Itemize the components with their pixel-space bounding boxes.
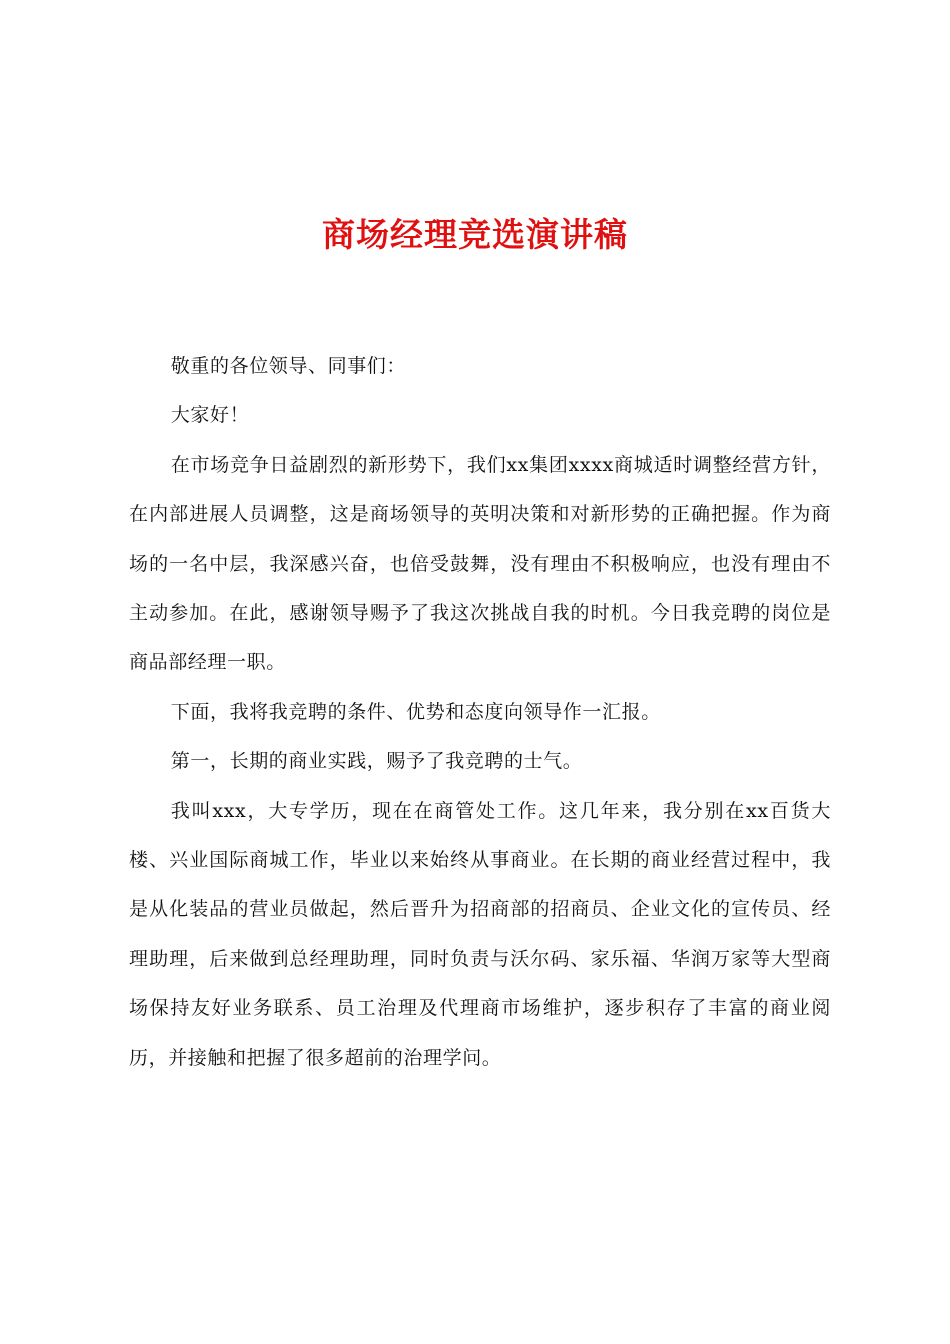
greeting-paragraph: 大家好！ <box>170 404 250 427</box>
document-body <box>129 342 831 1083</box>
background-paragraph: 我叫xxx，大专学历，现在在商管处工作。这几年来，我分别在xx百货大楼、兴业国际商城工作，毕业以来始终从事商业。在长期的商业经营过程中，我是从化装品的营业员做起，然后晋升为招商部的招商员、企业文化的宣传员、经理助理，后来做到总经理助理，同时负责与沃尔码、家乐福、华润万家等大型商场保持友好业务联系、员工治理及代理商市场维护，逐步积存了丰富的商业阅历，并接触和把握了很多超前的治理学问。 <box>129 799 831 1069</box>
intro-paragraph: 在市场竞争日益剧烈的新形势下，我们xx集团xxxx商城适时调整经营方针，在内部进展人员调整，这是商场领导的英明决策和对新形势的正确把握。作为商场的一名中层，我深感兴奋，也倍受鼓舞，没有理由不积极响应，也没有理由不主动参加。在此，感谢领导赐予了我这次挑战自我的时机。今日我竞聘的岗位是商品部经理一职。 <box>129 453 831 674</box>
salutation-paragraph: 敬重的各位领导、同事们： <box>170 355 406 377</box>
document-title: 商场经理竞选演讲稿 <box>322 215 628 254</box>
first-point-paragraph: 第一，长期的商业实践，赐予了我竞聘的士气。 <box>170 750 583 773</box>
report-intro-paragraph: 下面，我将我竞聘的条件、优势和态度向领导作一汇报。 <box>170 700 661 723</box>
